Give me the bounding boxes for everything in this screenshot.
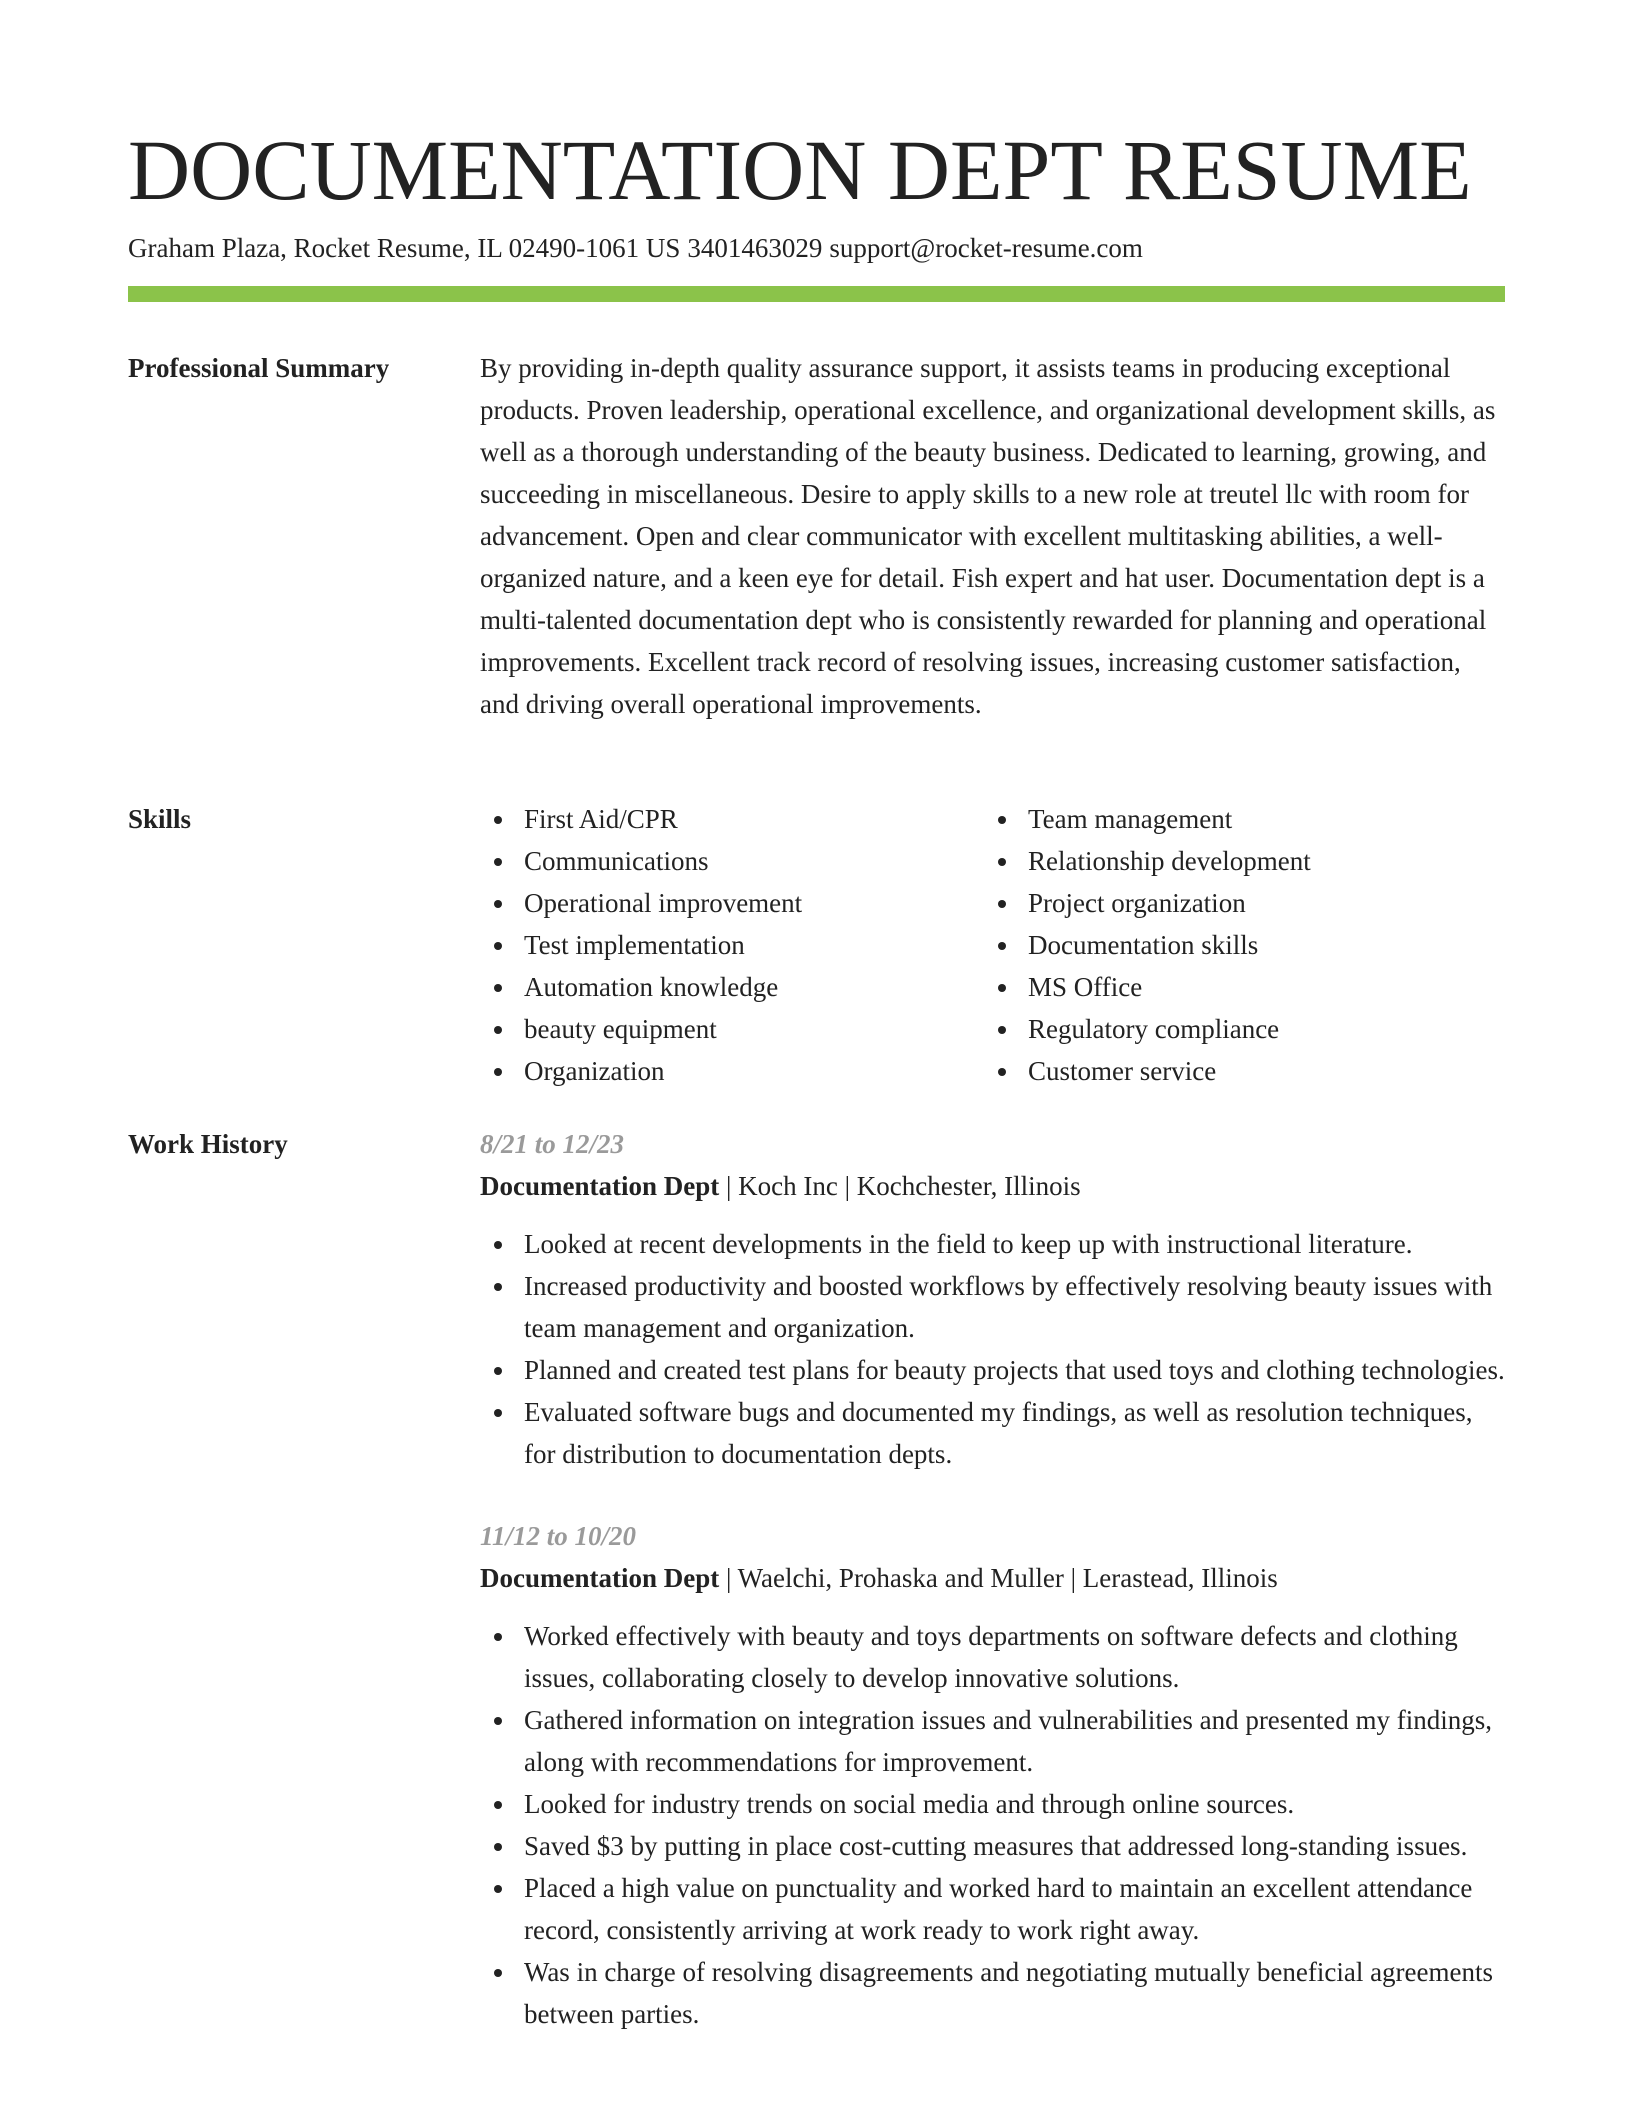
resume-title: DOCUMENTATION DEPT RESUME [128, 122, 1472, 218]
summary-body [480, 347, 1505, 725]
job-bullets [480, 1223, 1505, 1475]
list-item: Automation knowledge [480, 966, 984, 1008]
list-item: Worked effectively with beauty and toys departments on software defects and clothing issues, collaborating closely to develop innovative solutions. [480, 1615, 1505, 1699]
list-item: Team management [984, 798, 1488, 840]
list-item: Customer service [984, 1050, 1488, 1092]
contact-phone: 3401463029 [687, 233, 823, 263]
list-item: Evaluated software bugs and documented my findings, as well as resolution techniques, for distribution to documentation depts. [480, 1391, 1505, 1475]
job-title: Documentation Dept [480, 1563, 720, 1593]
job-details: | Waelchi, Prohaska and Muller | Lerastead, Illinois [725, 1563, 1278, 1593]
contact-line [128, 230, 1143, 266]
job-dates: 11/12 to 10/20 [480, 1521, 637, 1551]
summary-label: Professional Summary [128, 353, 390, 383]
job-dates: 8/21 to 12/23 [480, 1129, 625, 1159]
job-heading [480, 1557, 1505, 1599]
job-title: Documentation Dept [480, 1171, 720, 1201]
summary-text: By providing in-depth quality assurance support, it assists teams in producing exceptional products. Proven leadership, operational excellence, and organizational development skills, as well as a thorough understanding of the beauty business. Dedicated to learning, growing, and succeeding in miscellaneous. Desire to apply skills to a new role at treutel llc with room for advancement. Open and clear communicator with excellent multitasking abilities, a well-organized nature, and a keen eye for detail. Fish expert and hat user. Documentation dept is a multi-talented documentation dept who is consistently rewarded for planning and operational improvements. Excellent track record of resolving issues, increasing customer satisfaction, and driving overall operational improvements. [480, 353, 1496, 719]
list-item: Operational improvement [480, 882, 984, 924]
job-heading [480, 1165, 1505, 1207]
list-item: beauty equipment [480, 1008, 984, 1050]
job-entry [480, 1123, 1505, 1475]
job-details: | Koch Inc | Kochchester, Illinois [725, 1171, 1081, 1201]
list-item: Regulatory compliance [984, 1008, 1488, 1050]
list-item: Placed a high value on punctuality and worked hard to maintain an excellent attendance record, consistently arriving at work ready to work right away. [480, 1867, 1505, 1951]
contact-address: Graham Plaza, Rocket Resume, IL 02490-1061 US [128, 233, 681, 263]
list-item: Looked for industry trends on social media and through online sources. [480, 1783, 1505, 1825]
job-bullets [480, 1615, 1505, 2035]
work-history-body [480, 1123, 1505, 2075]
list-item: Was in charge of resolving disagreements and negotiating mutually beneficial agreements between parties. [480, 1951, 1505, 2035]
list-item: MS Office [984, 966, 1488, 1008]
list-item: Relationship development [984, 840, 1488, 882]
skills-list-right [984, 798, 1488, 1092]
list-item: Test implementation [480, 924, 984, 966]
list-item: Saved $3 by putting in place cost-cutting measures that addressed long-standing issues. [480, 1825, 1505, 1867]
list-item: Organization [480, 1050, 984, 1092]
list-item: Increased productivity and boosted workflows by effectively resolving beauty issues with team management and organization. [480, 1265, 1505, 1349]
list-item: Project organization [984, 882, 1488, 924]
contact-email: support@rocket-resume.com [829, 233, 1143, 263]
list-item: First Aid/CPR [480, 798, 984, 840]
list-item: Planned and created test plans for beauty projects that used toys and clothing technologies. [480, 1349, 1505, 1391]
skills-label: Skills [128, 804, 192, 834]
work-history-label: Work History [128, 1129, 288, 1159]
skills-list-left [480, 798, 984, 1092]
list-item: Communications [480, 840, 984, 882]
list-item: Documentation skills [984, 924, 1488, 966]
header-accent-rule [128, 286, 1505, 302]
list-item: Gathered information on integration issues and vulnerabilities and presented my findings, along with recommendations for improvement. [480, 1699, 1505, 1783]
skills-body [480, 798, 1505, 1092]
job-entry [480, 1515, 1505, 2035]
list-item: Looked at recent developments in the field to keep up with instructional literature. [480, 1223, 1505, 1265]
